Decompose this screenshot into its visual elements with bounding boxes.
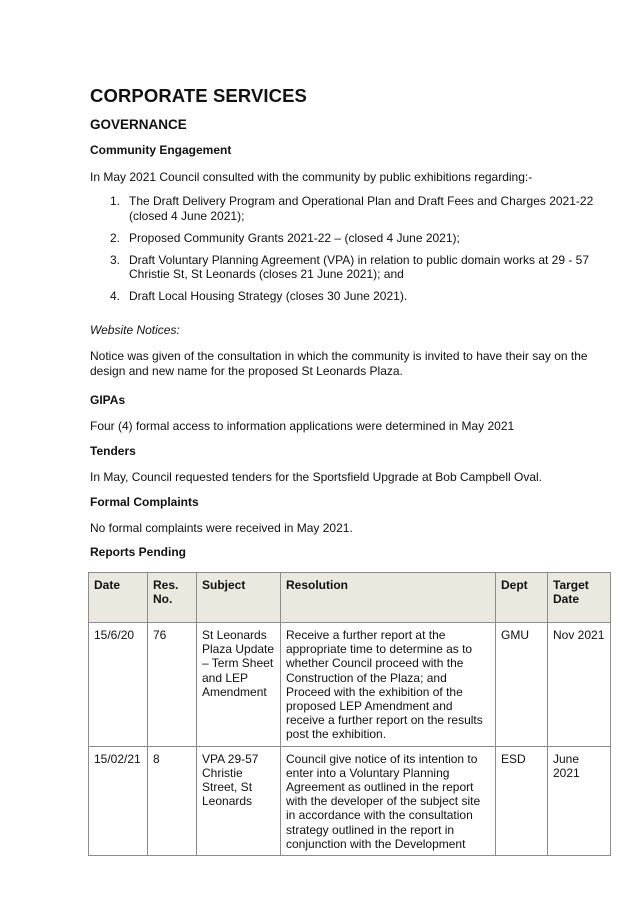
list-item — [90, 289, 610, 304]
list-item — [90, 253, 610, 282]
list-item — [90, 231, 610, 246]
website-notices-text: Notice was given of the consultation in which the community is invited to have their say on the design and new name for the proposed St Leonards Plaza. — [90, 349, 588, 378]
table-row — [89, 746, 611, 855]
cell-date: 15/6/20 — [89, 623, 148, 747]
list-item-number: 1. — [110, 194, 121, 208]
website-notices-label: Website Notices: — [90, 323, 180, 337]
cell-subject: VPA 29-57 Christie Street, St Leonards — [197, 746, 281, 855]
community-engagement-intro: In May 2021 Council consulted with the community by public exhibitions regarding:- — [90, 170, 533, 184]
cell-target-date: Nov 2021 — [548, 623, 611, 747]
list-item-text: Proposed Community Grants 2021-22 – (closed 4 June 2021); — [129, 230, 460, 245]
cell-target-date: June 2021 — [548, 746, 611, 855]
list-item-number: 4. — [110, 289, 121, 303]
formal-complaints-text: No formal complaints were received in May 2021. — [90, 521, 353, 535]
heading-formal-complaints: Formal Complaints — [90, 495, 199, 509]
cell-resolution: Receive a further report at the appropriate time to determine as to whether Council proceed with the Construction of the Plaza; and Proceed with the exhibition of the proposed LEP Amendment and receive a further report on the results post the exhibition. — [281, 623, 496, 747]
page-title: CORPORATE SERVICES — [90, 85, 307, 106]
heading-community-engagement: Community Engagement — [90, 143, 232, 157]
list-item-text: The Draft Delivery Program and Operational Plan and Draft Fees and Charges 2021-22 (closed 4 June 2021); — [129, 194, 594, 223]
list-item-number: 2. — [110, 230, 121, 245]
column-header-date: Date — [89, 573, 148, 623]
table-row — [89, 623, 611, 747]
cell-subject: St Leonards Plaza Update – Term Sheet and LEP Amendment — [197, 623, 281, 747]
cell-dept: ESD — [496, 746, 548, 855]
column-header-res-no: Res. No. — [148, 573, 197, 623]
section-heading-governance: GOVERNANCE — [90, 117, 187, 132]
cell-resolution: Council give notice of its intention to enter into a Voluntary Planning Agreement as outlined in the report with the developer of the subject site in accordance with the consultation strategy outlined in the report in conjunction with the Development — [281, 746, 496, 855]
heading-tenders: Tenders — [90, 444, 136, 458]
column-header-target-date: Target Date — [548, 573, 611, 623]
list-item — [90, 194, 610, 223]
cell-res-no: 76 — [148, 623, 197, 747]
cell-res-no: 8 — [148, 746, 197, 855]
list-item-text: Draft Local Housing Strategy (closes 30 June 2021). — [129, 289, 408, 303]
heading-reports-pending: Reports Pending — [90, 545, 187, 559]
table-header-row — [89, 573, 611, 623]
list-item-number: 3. — [110, 252, 121, 267]
exhibitions-list — [90, 194, 610, 311]
reports-pending-table — [88, 572, 611, 856]
heading-gipas: GIPAs — [90, 393, 126, 407]
list-item-text: Draft Voluntary Planning Agreement (VPA) in relation to public domain works at 29 - 57 Christie St, St Leonards (closes 21 June 2021); and — [129, 252, 590, 281]
column-header-resolution: Resolution — [281, 573, 496, 623]
tenders-text: In May, Council requested tenders for the Sportsfield Upgrade at Bob Campbell Oval. — [90, 470, 543, 484]
cell-date: 15/02/21 — [89, 746, 148, 855]
column-header-dept: Dept — [496, 573, 548, 623]
column-header-subject: Subject — [197, 573, 281, 623]
cell-dept: GMU — [496, 623, 548, 747]
gipas-text: Four (4) formal access to information applications were determined in May 2021 — [90, 419, 515, 433]
